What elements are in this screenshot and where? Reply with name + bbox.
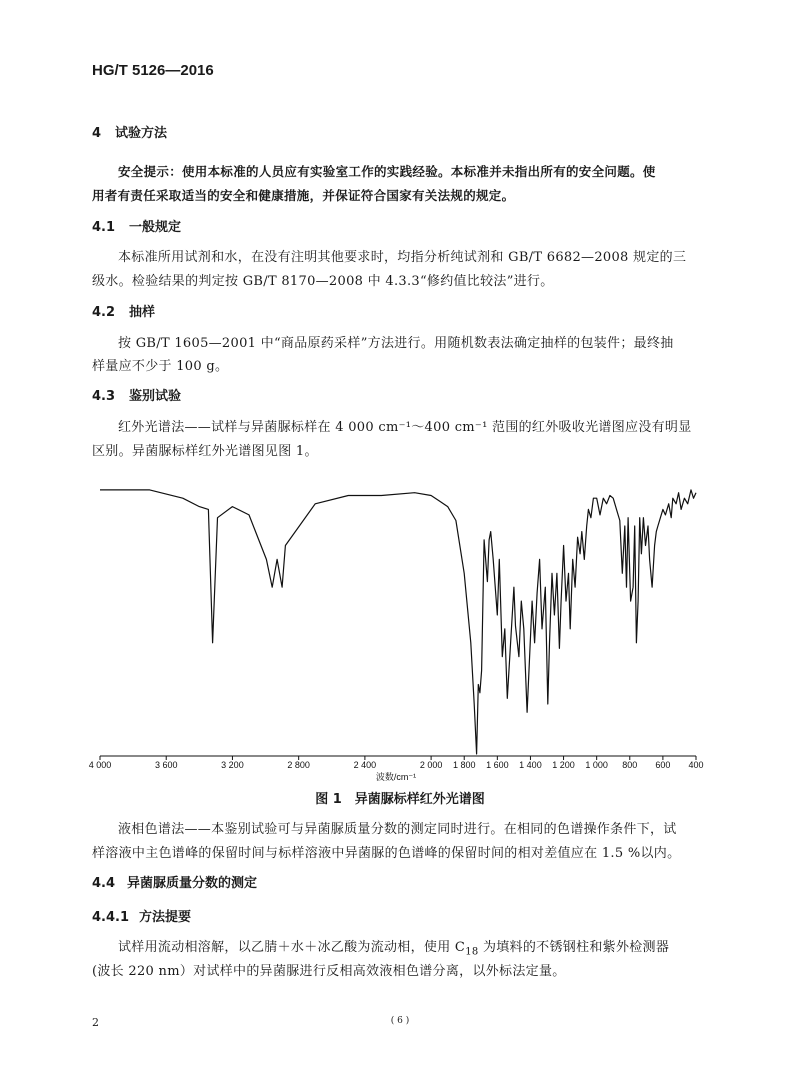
x-tick-label: 4 000: [88, 760, 112, 770]
page-number: 2: [92, 1016, 99, 1029]
x-tick-label: 1 200: [552, 760, 575, 770]
section-number: 4.4: [92, 876, 116, 891]
x-tick-label: 2 400: [353, 760, 377, 770]
s441-line-2: (波长 220 nm）对试样中的异菌脲进行反相高效液相色谱分离，以外标法定量。: [92, 964, 566, 979]
spectrum-series-line: [100, 490, 696, 754]
section-number: 4.3: [92, 389, 116, 404]
section-4-3-heading: [92, 385, 181, 404]
s441-subscript: 18: [465, 946, 479, 958]
x-tick-label: 400: [688, 760, 704, 770]
section-4-1-heading: [92, 216, 181, 235]
s441-line-1-b: 为填料的不锈钢柱和紫外检测器: [478, 940, 670, 955]
page-mark: ( 6 ): [390, 1016, 410, 1026]
x-tick-label: 2 800: [287, 760, 310, 770]
standard-number: HG/T 5126—2016: [92, 62, 214, 79]
s43-line-1: 红外光谱法——试样与异菌脲标样在 4 000 cm⁻¹～400 cm⁻¹ 范围的红外吸收光谱图应没有明显: [118, 420, 692, 435]
x-tick-label: 3 200: [221, 760, 244, 770]
x-tick-label: 1 000: [585, 760, 608, 770]
section-number: 4: [92, 126, 102, 141]
lc-line-2: 样溶液中主色谱峰的保留时间与标样溶液中异菌脲的色谱峰的保留时间的相对差值应在 1.5 %以内。: [92, 846, 681, 861]
section-4-2-heading: [92, 301, 155, 320]
safety-line-2: 用者有责任采取适当的安全和健康措施，并保证符合国家有关法规的规定。: [92, 188, 515, 203]
section-number: 4.4.1: [92, 910, 130, 925]
x-tick-label: 3 600: [154, 760, 178, 770]
x-tick-label: 1 400: [519, 760, 542, 770]
section-4-4-heading: [92, 872, 257, 891]
s41-line-2: 级水。检验结果的判定按 GB/T 8170—2008 中 4.3.3“修约值比较法”进行。: [92, 274, 554, 289]
section-title: 试验方法: [115, 126, 168, 141]
lc-line-1: 液相色谱法——本鉴别试验可与异菌脲质量分数的测定同时进行。在相同的色谱操作条件下，试: [118, 822, 677, 837]
s42-line-1: 按 GB/T 1605—2001 中“商品原药采样”方法进行。用随机数表法确定抽样的包装件；最终抽: [118, 336, 674, 351]
section-title: 异菌脲质量分数的测定: [127, 876, 258, 891]
s43-line-2: 区别。异菌脲标样红外光谱图见图 1。: [92, 444, 318, 459]
x-tick-label: 2 000: [419, 760, 443, 770]
x-tick-label: 800: [622, 760, 638, 770]
x-tick-label: 600: [655, 760, 671, 770]
section-title: 方法提要: [139, 910, 192, 925]
s441-line-1-a: 试样用流动相溶解，以乙腈＋水＋冰乙酸为流动相，使用 C: [118, 940, 466, 955]
spectrum-layer: [100, 490, 696, 754]
section-title: 抽样: [129, 305, 156, 320]
section-number: 4.1: [92, 220, 116, 235]
figure-caption: 图 1 异菌脲标样红外光谱图: [315, 792, 485, 807]
s42-line-2: 样量应不少于 100 g。: [92, 359, 229, 374]
tick-layer: [89, 756, 704, 770]
x-tick-label: 1 800: [452, 760, 476, 770]
x-tick-label: 1 600: [486, 760, 509, 770]
section-number: 4.2: [92, 305, 116, 320]
s41-line-1: 本标准所用试剂和水，在没有注明其他要求时，均指分析纯试剂和 GB/T 6682—2008 规定的三: [118, 250, 687, 265]
ir-spectrum-chart: [88, 462, 710, 782]
safety-line-1: 安全提示：使用本标准的人员应有实验室工作的实践经验。本标准并未指出所有的安全问题。使: [118, 164, 656, 179]
section-title: 鉴别试验: [129, 389, 182, 404]
section-4-heading: [92, 122, 167, 141]
section-4-4-1-heading: [92, 906, 191, 925]
section-title: 一般规定: [129, 220, 182, 235]
x-axis-title: 波数/cm⁻¹: [375, 772, 417, 782]
